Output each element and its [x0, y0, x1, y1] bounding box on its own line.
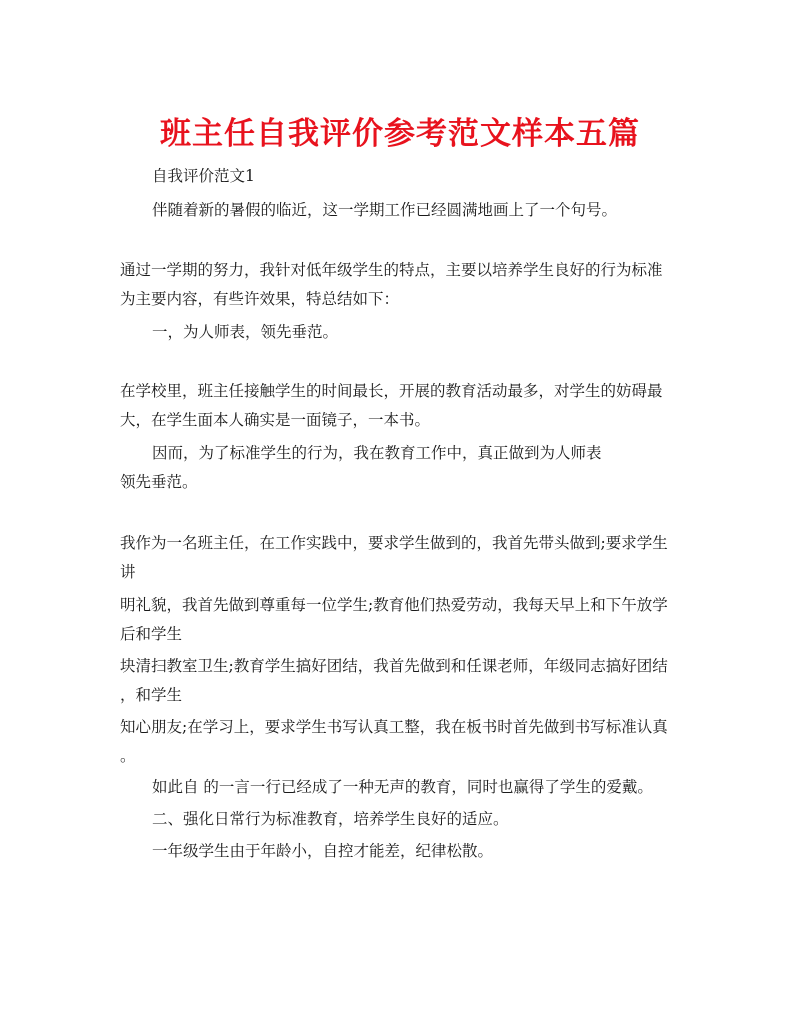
paragraph-line: 在学校里，班主任接触学生的时间最长，开展的教育活动最多，对学生的妨碍最: [120, 382, 663, 400]
paragraph-line: 领先垂范。: [120, 473, 198, 491]
paragraph-line: 明礼貌，我首先做到尊重每一位学生;教育他们热爱劳动，我每天早上和下午放学: [120, 596, 668, 614]
paragraph-line: 因而，为了标准学生的行为，我在教育工作中，真正做到为人师表: [152, 444, 602, 462]
paragraph-line: 知心朋友;在学习上，要求学生书写认真工整，我在板书时首先做到书写标准认真: [120, 718, 668, 736]
subheading-line: 二、强化日常行为标准教育，培养学生良好的适应。: [152, 810, 509, 828]
subheading-line: 一，为人师表，领先垂范。: [152, 323, 339, 341]
document-title: 班主任自我评价参考范文样本五篇: [160, 116, 640, 152]
paragraph-line: 我作为一名班主任，在工作实践中，要求学生做到的，我首先带头做到;要求学生: [120, 534, 668, 552]
paragraph-line: 。: [120, 747, 136, 765]
paragraph-line: 大，在学生面本人确实是一面镜子，一本书。: [120, 411, 431, 429]
section-heading: 自我评价范文1: [152, 167, 255, 185]
paragraph-line: 后和学生: [120, 625, 183, 643]
paragraph-line: 块清扫教室卫生;教育学生搞好团结，我首先做到和任课老师，年级同志搞好团结: [120, 657, 668, 675]
paragraph-line: ，和学生: [120, 686, 183, 704]
paragraph-line: 为主要内容，有些许效果，特总结如下：: [120, 290, 400, 308]
paragraph-line: 一年级学生由于年龄小，自控才能差，纪律松散。: [152, 842, 494, 860]
paragraph-line: 讲: [120, 563, 136, 581]
paragraph-line: 通过一学期的努力，我针对低年级学生的特点，主要以培养学生良好的行为标准: [120, 261, 663, 279]
paragraph-line: 伴随着新的暑假的临近，这一学期工作已经圆满地画上了一个句号。: [152, 201, 618, 219]
paragraph-line: 如此自 的一言一行已经成了一种无声的教育，同时也赢得了学生的爱戴。: [152, 778, 653, 796]
